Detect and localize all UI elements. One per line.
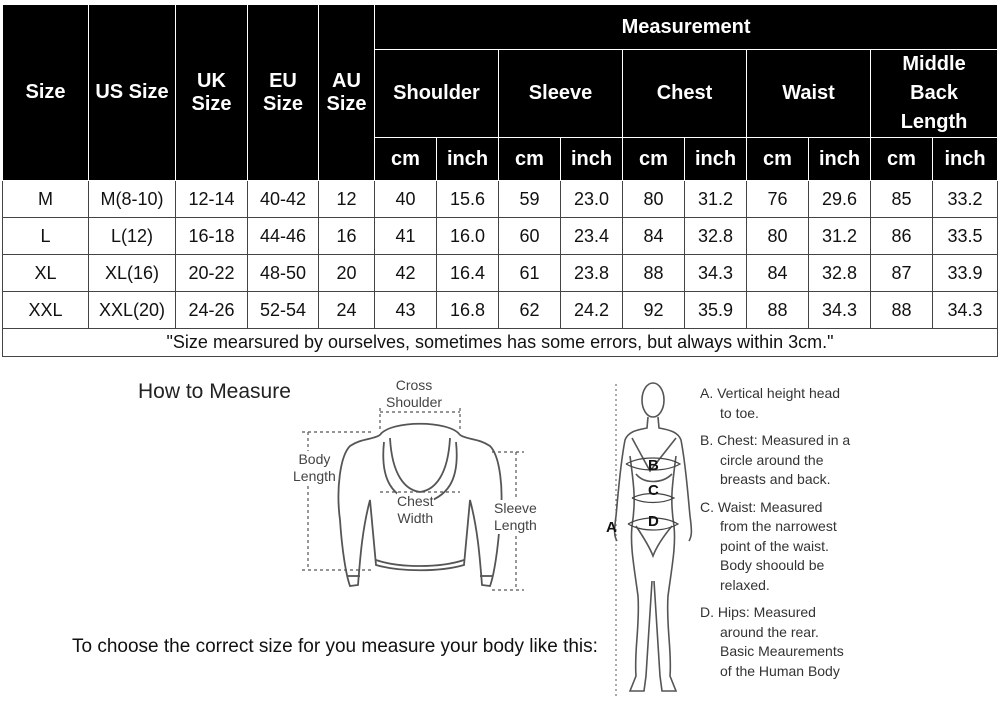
table-cell: 88 [747, 292, 809, 329]
table-cell: 59 [499, 181, 561, 218]
table-cell: 12 [319, 181, 375, 218]
table-row [3, 255, 998, 292]
note-b: B. Chest: Measured in a circle around the breasts and back. [700, 432, 851, 487]
table-cell: 85 [871, 181, 933, 218]
table-cell: 80 [747, 218, 809, 255]
table-cell: 76 [747, 181, 809, 218]
table-cell: 48-50 [248, 255, 319, 292]
measurement-notes [700, 384, 990, 689]
table-cell: 24.2 [561, 292, 623, 329]
letter-d: D [648, 513, 659, 530]
table-cell: 84 [623, 218, 685, 255]
header-eu-size: EU Size [248, 5, 319, 181]
note-d: D. Hips: Measured around the rear. Basic Meaurements of the Human Body [700, 604, 844, 679]
table-cell: 86 [871, 218, 933, 255]
table-cell: 32.8 [685, 218, 747, 255]
table-cell: 92 [623, 292, 685, 329]
header-uk-size: UK Size [176, 5, 248, 181]
header-shoulder: Shoulder [375, 50, 499, 138]
table-cell: 88 [623, 255, 685, 292]
cross-shoulder-label: Cross Shoulder [386, 377, 443, 410]
table-cell: 12-14 [176, 181, 248, 218]
table-cell: 62 [499, 292, 561, 329]
header-sleeve: Sleeve [499, 50, 623, 138]
table-cell: 24-26 [176, 292, 248, 329]
table-cell: 34.3 [809, 292, 871, 329]
table-cell: XXL(20) [89, 292, 176, 329]
table-cell: XXL [3, 292, 89, 329]
note-a: A. Vertical height head to toe. [700, 385, 841, 421]
choose-size-instruction: To choose the correct size for you measure your body like this: [72, 636, 598, 657]
table-cell: L(12) [89, 218, 176, 255]
table-cell: 34.3 [933, 292, 998, 329]
table-cell: 16.8 [437, 292, 499, 329]
table-cell: 80 [623, 181, 685, 218]
table-cell: 44-46 [248, 218, 319, 255]
header-size: Size [3, 5, 89, 181]
table-cell: 33.5 [933, 218, 998, 255]
unit-inch: inch [809, 138, 871, 181]
table-cell: 20-22 [176, 255, 248, 292]
unit-cm: cm [623, 138, 685, 181]
unit-cm: cm [499, 138, 561, 181]
table-cell: 31.2 [809, 218, 871, 255]
letter-b: B [648, 457, 659, 474]
table-cell: 23.8 [561, 255, 623, 292]
table-cell: 15.6 [437, 181, 499, 218]
unit-inch: inch [561, 138, 623, 181]
table-cell: 29.6 [809, 181, 871, 218]
table-cell: 84 [747, 255, 809, 292]
table-cell: 16.4 [437, 255, 499, 292]
table-cell: 60 [499, 218, 561, 255]
unit-inch: inch [437, 138, 499, 181]
human-body-figure [600, 376, 700, 706]
table-cell: 41 [375, 218, 437, 255]
sleeve-length-label: Sleeve Length [494, 500, 537, 533]
header-us-size: US Size [89, 5, 176, 181]
note-c: C. Waist: Measured from the narrowest point of the waist. Body shoould be relaxed. [700, 498, 837, 593]
unit-cm: cm [375, 138, 437, 181]
header-middle-back-length: Middle Back Length [871, 50, 998, 138]
header-au-size: AU Size [319, 5, 375, 181]
table-cell: 61 [499, 255, 561, 292]
table-cell: 24 [319, 292, 375, 329]
size-chart-table [2, 4, 998, 357]
header-measurement: Measurement [375, 5, 998, 50]
table-cell: 33.2 [933, 181, 998, 218]
table-row [3, 292, 998, 329]
table-cell: 23.4 [561, 218, 623, 255]
letter-a: A [606, 519, 617, 536]
unit-cm: cm [871, 138, 933, 181]
how-to-measure-title: How to Measure [138, 380, 291, 403]
table-body [3, 181, 998, 357]
table-note: "Size mearsured by ourselves, sometimes has some errors, but always within 3cm." [3, 329, 998, 357]
table-cell: 42 [375, 255, 437, 292]
table-cell: 88 [871, 292, 933, 329]
unit-inch: inch [685, 138, 747, 181]
table-cell: 43 [375, 292, 437, 329]
unit-inch: inch [933, 138, 998, 181]
table-cell: 23.0 [561, 181, 623, 218]
table-cell: 52-54 [248, 292, 319, 329]
table-cell: 16-18 [176, 218, 248, 255]
table-cell: 31.2 [685, 181, 747, 218]
table-cell: 34.3 [685, 255, 747, 292]
table-cell: XL [3, 255, 89, 292]
table-row [3, 218, 998, 255]
table-cell: 35.9 [685, 292, 747, 329]
table-cell: M(8-10) [89, 181, 176, 218]
table-cell: 32.8 [809, 255, 871, 292]
table-cell: 87 [871, 255, 933, 292]
table-cell: 40 [375, 181, 437, 218]
table-cell: M [3, 181, 89, 218]
table-cell: XL(16) [89, 255, 176, 292]
table-cell: L [3, 218, 89, 255]
header-chest: Chest [623, 50, 747, 138]
table-cell: 16 [319, 218, 375, 255]
table-row [3, 181, 998, 218]
table-cell: 20 [319, 255, 375, 292]
chest-width-label: Chest Width [397, 493, 434, 526]
body-length-label: Body Length [293, 451, 336, 484]
table-cell: 33.9 [933, 255, 998, 292]
table-cell: 16.0 [437, 218, 499, 255]
header-waist: Waist [747, 50, 871, 138]
unit-cm: cm [747, 138, 809, 181]
letter-c: C [648, 482, 659, 499]
table-cell: 40-42 [248, 181, 319, 218]
